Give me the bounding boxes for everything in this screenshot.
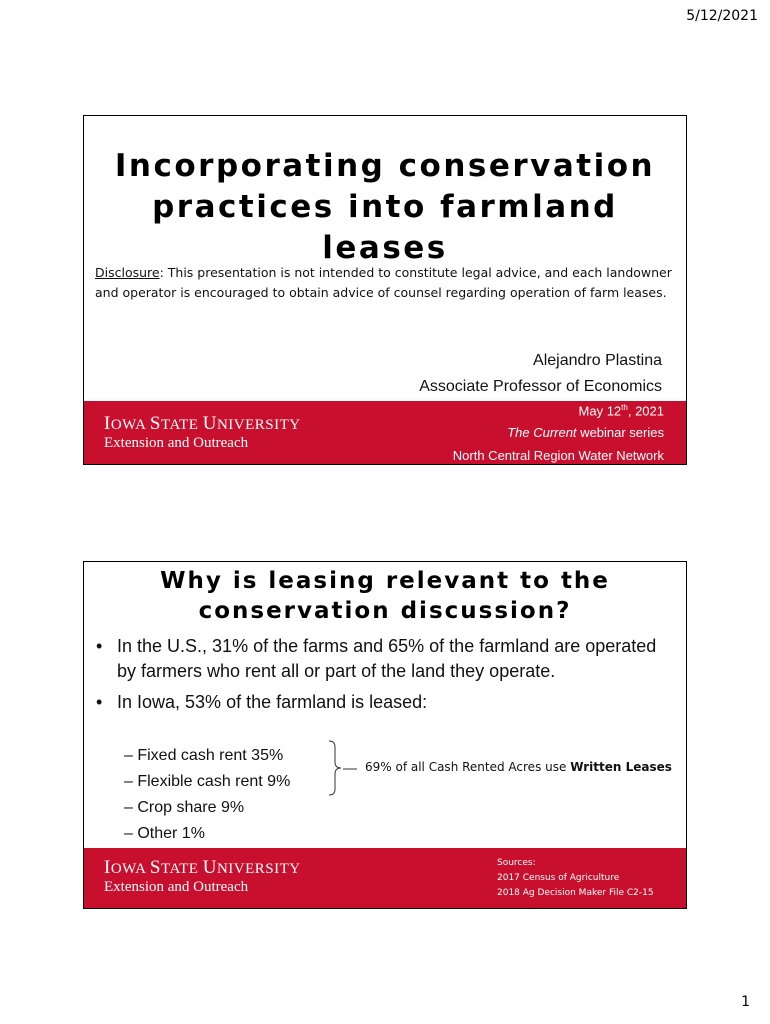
source-item: 2018 Ag Decision Maker File C2-15 xyxy=(497,888,654,898)
slide-title-heading xyxy=(84,146,686,269)
connector-line xyxy=(343,767,361,771)
sub-item: – Crop share 9% xyxy=(124,799,245,816)
sub-item: – Flexible cash rent 9% xyxy=(124,773,291,790)
sub-item: – Other 1% xyxy=(124,825,205,842)
brace-icon xyxy=(328,740,342,796)
isu-logo xyxy=(104,858,301,895)
title-line-1: Incorporating conservation xyxy=(114,148,656,184)
sub-item: – Fixed cash rent 35% xyxy=(124,747,284,764)
title-line-2: practices into farmland leases xyxy=(152,189,618,266)
footer-bar xyxy=(84,848,686,909)
slide-leasing xyxy=(83,561,687,909)
bullet-item: • In Iowa, 53% of the farmland is leased: xyxy=(94,690,666,715)
disclosure-label: Disclosure xyxy=(95,265,160,280)
page-date: 5/12/2021 xyxy=(686,8,758,24)
bullet-dot-icon: • xyxy=(96,692,103,712)
title-line-1: Why is leasing relevant to the xyxy=(160,568,610,594)
isu-logo xyxy=(104,414,301,451)
disclosure-text: : This presentation is not intended to constitute legal advice, and each landowner and operator is encouraged to obtain advice of counsel regarding operation of farm leases. xyxy=(95,265,672,300)
isu-logo-wordmark: IOWA STATE UNIVERSITY xyxy=(104,413,301,434)
title-line-2: conservation discussion? xyxy=(198,598,572,624)
slide-title xyxy=(83,115,687,465)
footer-bar xyxy=(84,401,686,465)
sources-label: Sources: xyxy=(497,858,536,868)
lease-types-list xyxy=(124,743,290,847)
bullet-dot-icon: • xyxy=(96,636,103,656)
author-name: Alejandro Plastina xyxy=(533,352,662,369)
isu-logo-subtitle: Extension and Outreach xyxy=(104,435,249,451)
event-network: North Central Region Water Network xyxy=(452,448,664,463)
disclosure xyxy=(95,263,672,303)
written-leases-note: 69% of all Cash Rented Acres use Written Leases xyxy=(365,760,672,774)
sources xyxy=(497,856,654,901)
slide-leasing-heading xyxy=(84,566,686,626)
bullet-item: • In the U.S., 31% of the farms and 65% of the farmland are operated by farmers who rent all or part of the land they operate. xyxy=(96,636,657,681)
page-number: 1 xyxy=(741,994,750,1010)
isu-logo-wordmark: IOWA STATE UNIVERSITY xyxy=(104,857,301,878)
source-item: 2017 Census of Agriculture xyxy=(497,873,620,883)
author-title: Associate Professor of Economics xyxy=(419,378,662,395)
event-date: May 12th, 2021 xyxy=(578,403,664,419)
bullet-list xyxy=(94,634,666,721)
event-series: The Current webinar series xyxy=(507,425,664,440)
isu-logo-subtitle: Extension and Outreach xyxy=(104,879,249,895)
